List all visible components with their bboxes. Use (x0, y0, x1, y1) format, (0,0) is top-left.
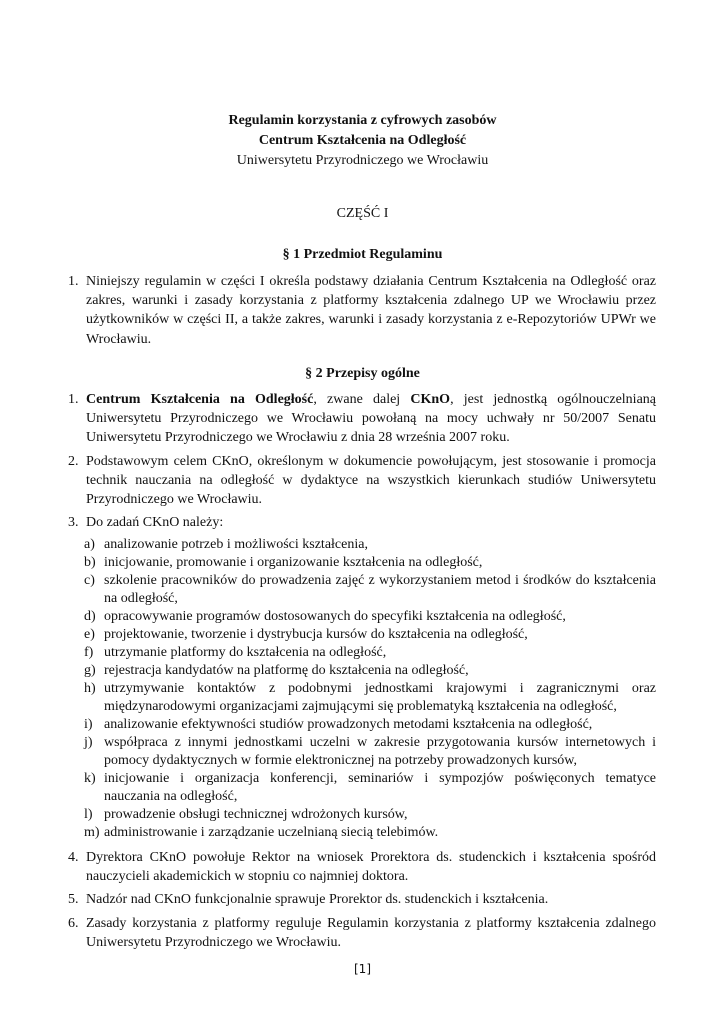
item-text: Podstawowym celem CKnO, określonym w dokumencie powołującym, jest stosowanie i promocja technik nauczania na odległość w dydaktyce na wszystkich kierunkach studiów Uniwersytetu Przyrodniczego we Wrocławiu. (86, 454, 656, 508)
title-line-1: Regulamin korzystania z cyfrowych zasobów (228, 113, 497, 128)
section-2-item-2 (68, 452, 656, 510)
item-text: Nadzór nad CKnO funkcjonalnie sprawuje Prorektor ds. studenckich i kształcenia. (86, 892, 549, 907)
task-item-a (84, 536, 656, 554)
item-text: Niniejszy regulamin w części I określa podstawy działania Centrum Kształcenia na Odległość oraz zakres, warunki i zasady korzystania z platformy kształcenia zdalnego UP we Wrocławiu przez użytkowników w części II, a także zakres, warunki i zasady korzystania z e-Repozytoriów UPWr we Wrocławiu. (86, 274, 656, 347)
item-text: Do zadań CKnO należy: (86, 515, 224, 530)
task-item-k (84, 770, 656, 806)
task-letter: h) (84, 681, 96, 696)
task-letter: d) (84, 609, 96, 624)
section-2-item-5 (68, 890, 656, 909)
item-text-mid: , zwane dalej (313, 392, 411, 407)
item-number: 3. (68, 515, 79, 530)
task-text: administrowanie i zarządzanie uczelnianą siecią telebimów. (104, 825, 439, 840)
task-item-e (84, 626, 656, 644)
task-letter: l) (84, 807, 93, 822)
item-number: 1. (68, 392, 79, 407)
task-letter: f) (84, 645, 94, 660)
item-number: 4. (68, 850, 79, 865)
task-letter: e) (84, 627, 95, 642)
item-bold-abbrev: CKnO (410, 392, 451, 407)
task-item-l (84, 806, 656, 824)
section-2-item-3 (68, 513, 656, 532)
task-item-h (84, 680, 656, 716)
item-number: 5. (68, 892, 79, 907)
task-text: analizowanie efektywności studiów prowadzonych metodami kształcenia na odległość, (104, 717, 593, 732)
task-text: prowadzenie obsługi technicznej wdrożonych kursów, (104, 807, 408, 822)
task-item-d (84, 608, 656, 626)
task-item-f (84, 644, 656, 662)
task-letter: k) (84, 771, 96, 786)
task-letter: a) (84, 537, 95, 552)
item-text: Dyrektora CKnO powołuje Rektor na wniosek Prorektora ds. studenckich i kształcenia spośród nauczycieli akademickich w stopniu co najmniej doktora. (86, 850, 656, 885)
task-item-m (84, 824, 656, 842)
task-text: inicjowanie i organizacja konferencji, seminariów i sympozjów poświęconych tematyce nauczania na odległość, (104, 771, 656, 804)
task-item-g (84, 662, 656, 680)
item-text (86, 390, 656, 448)
title-line-2: Centrum Kształcenia na Odległość (258, 133, 467, 148)
item-text: Zasady korzystania z platformy reguluje Regulamin korzystania z platformy kształcenia zdalnego Uniwersytetu Przyrodniczego we Wrocławiu. (86, 916, 656, 951)
part-heading: CZĘŚĆ I (336, 206, 389, 221)
item-number: 6. (68, 916, 79, 931)
task-item-i (84, 716, 656, 734)
task-letter: m) (84, 825, 100, 840)
task-text: szkolenie pracowników do prowadzenia zajęć z wykorzystaniem metod i środków do kształcenia na odległość, (104, 573, 656, 606)
item-number: 2. (68, 454, 79, 469)
page-number: [1] (354, 962, 371, 976)
section-2-item-4 (68, 848, 656, 886)
task-text: utrzymanie platformy do kształcenia na odległość, (104, 645, 387, 660)
section-1-item-1 (68, 272, 656, 349)
task-letter: i) (84, 717, 93, 732)
task-text: współpraca z innymi jednostkami uczelni w zakresie przygotowania kursów internetowych i pomocy dydaktycznych w formie elektronicznej na potrzeby prowadzonych kursów, (104, 735, 656, 768)
item-number: 1. (68, 274, 79, 289)
document-title (0, 111, 725, 171)
section-2-item-1 (68, 390, 656, 448)
item-bold-name: Centrum Kształcenia na Odległość (86, 392, 314, 407)
task-item-b (84, 554, 656, 572)
task-text: rejestracja kandydatów na platformę do kształcenia na odległość, (104, 663, 469, 678)
section-2-heading: § 2 Przepisy ogólne (305, 366, 420, 381)
task-letter: g) (84, 663, 96, 678)
task-item-c (84, 572, 656, 608)
task-letter: b) (84, 555, 96, 570)
task-letter: j) (84, 735, 93, 750)
item-text-rest: , jest jednostką ogólnouczelnianą Uniwersytetu Przyrodniczego we Wrocławiu powołaną na mocy uchwały nr 50/2007 Senatu Uniwersytetu Przyrodniczego we Wrocławiu z dnia 28 września 2007 roku. (86, 392, 656, 446)
task-item-j (84, 734, 656, 770)
task-letter: c) (84, 573, 95, 588)
section-2-item-6 (68, 914, 656, 952)
task-text: inicjowanie, promowanie i organizowanie kształcenia na odległość, (104, 555, 483, 570)
task-text: utrzymywanie kontaktów z podobnymi jednostkami krajowymi i zagranicznymi oraz międzynarodowymi organizacjami zajmującymi się problematyką kształcenia na odległość, (104, 681, 656, 714)
task-text: projektowanie, tworzenie i dystrybucja kursów do kształcenia na odległość, (104, 627, 528, 642)
section-1-heading: § 1 Przedmiot Regulaminu (282, 247, 443, 262)
title-line-3: Uniwersytetu Przyrodniczego we Wrocławiu (236, 153, 489, 168)
task-text: opracowywanie programów dostosowanych do specyfiki kształcenia na odległość, (104, 609, 566, 624)
task-text: analizowanie potrzeb i możliwości kształcenia, (104, 537, 368, 552)
